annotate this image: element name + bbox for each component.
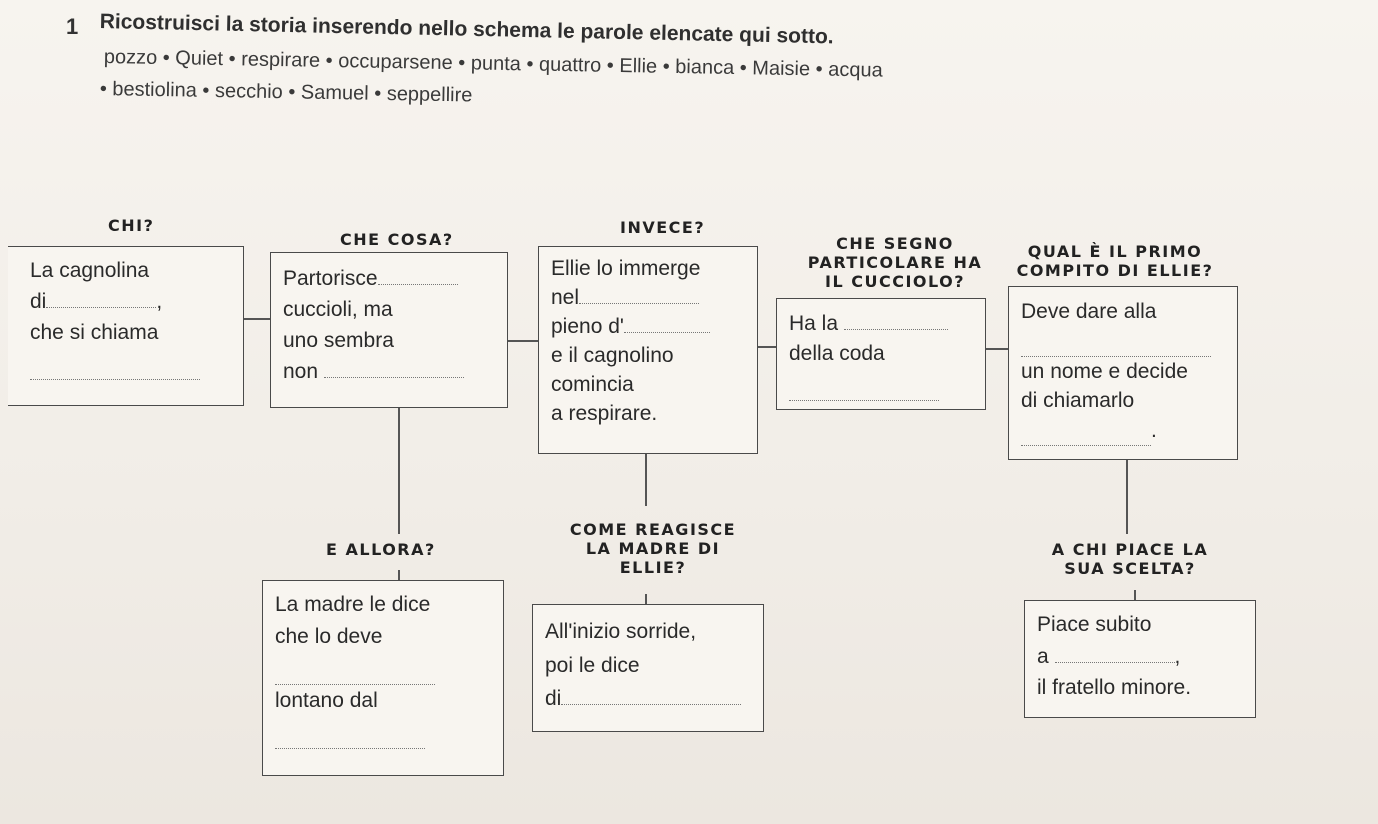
box5-line2a: [1021, 326, 1225, 356]
box8-line1: Piace subito: [1037, 613, 1152, 636]
story-box-3: [538, 246, 758, 454]
blank-field[interactable]: [1021, 326, 1211, 356]
story-box-8: [1024, 600, 1256, 718]
box5-line4: .: [1021, 416, 1225, 446]
box4-line2: della coda: [789, 342, 885, 366]
connector-b2-q6: [398, 408, 400, 534]
connector-b3-q7: [645, 454, 647, 506]
question-primo-compito: QUAL È IL PRIMO COMPITO DI ELLIE?: [1016, 242, 1214, 281]
story-box-1: [8, 246, 244, 406]
blank-field[interactable]: [579, 303, 699, 304]
box1-line1: La cagnolina: [30, 259, 150, 282]
box5-line1: Deve dare alla: [1021, 300, 1157, 323]
blank-field[interactable]: [275, 652, 435, 685]
box2-line3: uno sembra: [283, 329, 394, 353]
question-chi: CHI?: [108, 216, 155, 235]
box7-line2: poi le dice: [545, 653, 640, 677]
blank-field[interactable]: [324, 377, 464, 378]
question-e-allora: E ALLORA?: [326, 540, 436, 559]
box1-line2: di ,: [30, 290, 163, 314]
box6-line1: La madre le dice: [275, 593, 431, 616]
story-box-2: [270, 252, 508, 408]
blank-field[interactable]: [30, 348, 200, 380]
box4-line3: [789, 370, 973, 401]
box3-line5: comincia: [551, 372, 634, 396]
box5-line3: di chiamarlo: [1021, 389, 1135, 413]
blank-field[interactable]: [46, 307, 156, 308]
box3-line1: Ellie lo immerge: [551, 257, 701, 280]
box2-line4: non: [283, 356, 495, 387]
story-box-7: [532, 604, 764, 732]
box6-line3a: [275, 652, 491, 685]
story-box-4: [776, 298, 986, 410]
box5-line2: un nome e decide: [1021, 359, 1188, 383]
blank-field[interactable]: [624, 332, 710, 333]
box8-line3: il fratello minore.: [1037, 676, 1192, 699]
box6-line4: [275, 716, 491, 749]
question-invece: INVECE?: [620, 218, 706, 237]
exercise-number: 1: [66, 14, 79, 39]
question-reazione-madre: COME REAGISCE LA MADRE DI ELLIE?: [569, 520, 737, 578]
box3-line2: nel: [551, 284, 745, 313]
box1-line3: che si chiama: [30, 321, 159, 345]
box4-line1: Ha la: [789, 309, 973, 339]
story-box-6: [262, 580, 504, 776]
blank-field[interactable]: [789, 370, 939, 401]
connector-q6-b6: [398, 570, 400, 580]
box1-line4: [30, 348, 231, 380]
connector-b5-q8: [1126, 460, 1128, 534]
blank-field[interactable]: [561, 704, 741, 705]
blank-field[interactable]: [1021, 416, 1151, 446]
question-a-chi-piace: A CHI PIACE LA SUA SCELTA?: [1051, 540, 1209, 579]
blank-field[interactable]: [275, 716, 425, 749]
box3-line3: pieno d': [551, 313, 745, 342]
box8-line2: a ,: [1037, 644, 1181, 668]
box7-line1: All'inizio sorride,: [545, 620, 697, 643]
blank-field[interactable]: [1055, 662, 1175, 663]
question-che-cosa: CHE COSA?: [340, 230, 454, 249]
blank-field[interactable]: [844, 329, 948, 330]
box6-line3: lontano dal: [275, 688, 378, 712]
connector-b2-b3: [508, 340, 542, 342]
blank-field[interactable]: [378, 284, 458, 285]
word-list-line-2: • bestiolina • secchio • Samuel • seppellire: [99, 78, 473, 107]
box7-line3: di: [545, 682, 751, 716]
story-box-5: [1008, 286, 1238, 460]
box6-line2: che lo deve: [275, 624, 383, 648]
question-segno-particolare: CHE SEGNO PARTICOLARE HA IL CUCCIOLO?: [807, 234, 983, 292]
box3-line6: a respirare.: [551, 401, 658, 425]
box2-line1: Partorisce: [283, 263, 495, 294]
word-list-line-1: pozzo • Quiet • respirare • occuparsene • punta • quattro • Ellie • bianca • Maisie • acqua: [103, 46, 883, 82]
box3-line4: e il cagnolino: [551, 343, 674, 367]
exercise-instruction: Ricostruisci la storia inserendo nello schema le parole elencate qui sotto.: [99, 10, 834, 49]
box2-line2: cuccioli, ma: [283, 298, 393, 322]
